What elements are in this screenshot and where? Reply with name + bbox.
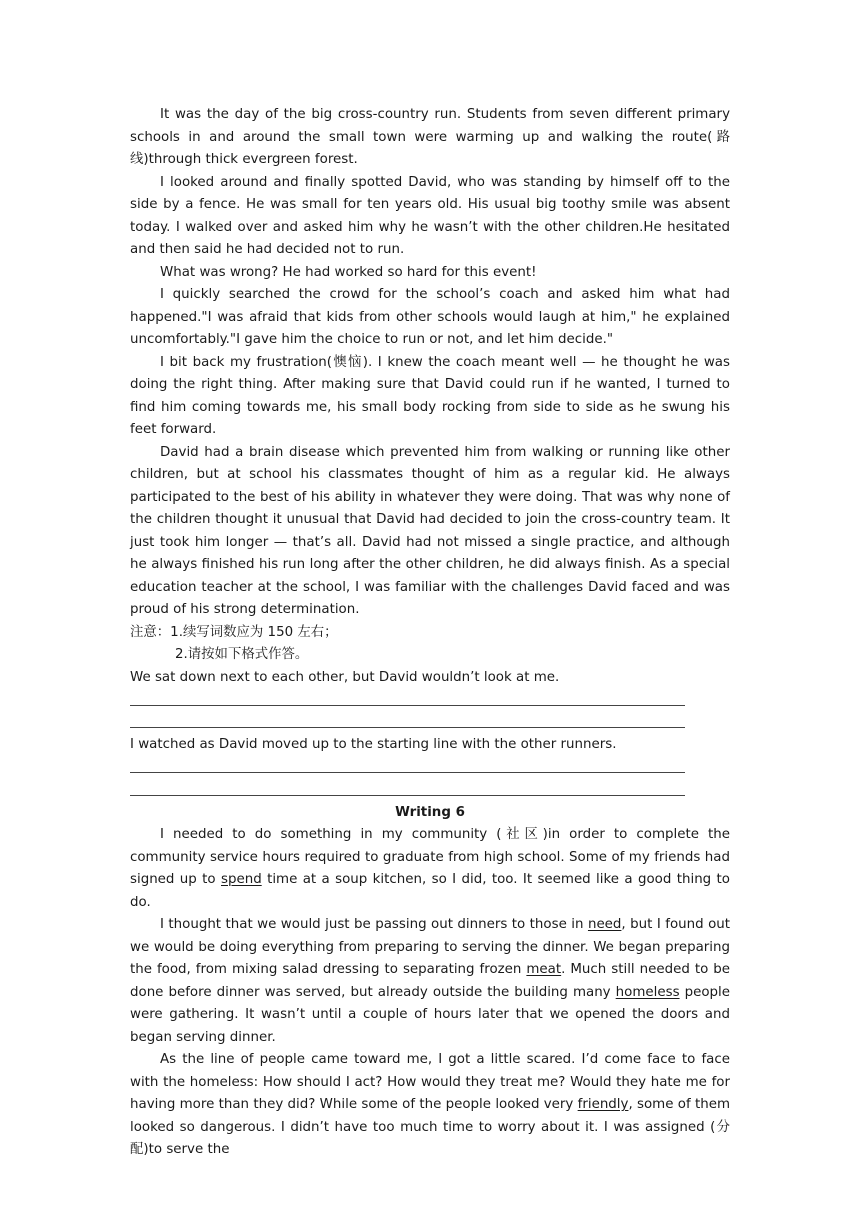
writing6-paragraph-1 bbox=[130, 824, 730, 914]
story-paragraph-3: What was wrong? He had worked so hard for this event! bbox=[160, 264, 537, 280]
underlined-word: homeless bbox=[615, 984, 680, 1000]
notes-line-1 bbox=[130, 622, 730, 645]
text-run: I needed to do something in my community (社区)in order to complete the community service hours required to graduate from high school. Some of my friends had signed up to bbox=[130, 827, 730, 887]
notes-item-1: 1.续写词数应为 150 左右； bbox=[170, 624, 338, 640]
story-paragraph-5: I bit back my frustration(懊恼). I knew the coach meant well — he thought he was doing the right thing. After making sure that David could run if he wanted, I turned to find him coming towards me, his small body rocking from side to side as he swung his feet forward. bbox=[130, 354, 730, 437]
underlined-word: spend bbox=[221, 872, 262, 887]
notes-label: 注意： bbox=[130, 624, 171, 640]
text-run: time at a soup kitchen, so I did, too. It seemed like a good thing to do. bbox=[130, 872, 731, 910]
underlined-word: meat bbox=[526, 962, 562, 977]
answer-line[interactable] bbox=[130, 757, 685, 780]
continuation-prompt-2: I watched as David moved up to the starting line with the other runners. bbox=[130, 737, 617, 752]
text-run: , some of them looked so dangerous. I didn’t have too much time to worry about it. I was assigned (分配)to serve the bbox=[130, 1097, 730, 1157]
answer-line[interactable] bbox=[130, 689, 685, 712]
text-run: As the line of people came toward me, I got a little scared. I’d come face to face with the homeless: How should I act? How would they treat me? Would they hate me for having more than they did? While some of the people looked very bbox=[130, 1052, 730, 1112]
text-run: I thought that we would just be passing out dinners to those in bbox=[160, 917, 588, 932]
continuation-prompt-1: We sat down next to each other, but David wouldn’t look at me. bbox=[130, 669, 560, 685]
text-run: people were gathering. It wasn’t until a couple of hours later that we opened the doors and began serving dinner. bbox=[130, 984, 730, 1045]
story-paragraph-4: I quickly searched the crowd for the school’s coach and asked him what had happened."I was afraid that kids from other schools would laugh at him," he explained uncomfortably."I gave him the choice to run or not, and let him decide." bbox=[130, 287, 730, 347]
story-paragraph-1: It was the day of the big cross-country run. Students from seven different primary schools in and around the small town were warming up and walking the route(路线)through thick evergreen forest. bbox=[130, 107, 730, 167]
answer-line[interactable] bbox=[130, 712, 685, 735]
notes-item-2: 2.请按如下格式作答。 bbox=[175, 647, 309, 662]
text-run: , but I found out we would be doing everything from preparing to serving the dinner. We began preparing the food, from mixing salad dressing to separating frozen bbox=[130, 917, 730, 977]
writing6-paragraph-2 bbox=[130, 914, 730, 1049]
section-heading: Writing 6 bbox=[395, 804, 465, 820]
text-run: . Much still needed to be done before dinner was served, but already outside the building many bbox=[130, 962, 730, 1000]
answer-line[interactable] bbox=[130, 779, 685, 802]
story-paragraph-2: I looked around and finally spotted David, who was standing by himself off to the side by a fence. He was small for ten years old. His usual big toothy smile was absent today. I walked over and asked him why he wasn’t with the other children.He hesitated and then said he had decided not to run. bbox=[130, 174, 730, 257]
writing6-paragraph-3 bbox=[130, 1049, 730, 1162]
story-paragraph-6: David had a brain disease which prevented him from walking or running like other children, but at school his classmates thought of him as a regular kid. He always participated to the best of his ability in whatever they were doing. That was why none of the children thought it unusual that David had decided to join the cross-country team. It just took him longer — that’s all. David had not missed a single practice, and although he always finished his run long after the other children, he did always finish. As a special education teacher at the school, I was familiar with the challenges David faced and was proud of his strong determination. bbox=[130, 444, 730, 617]
underlined-word: friendly bbox=[577, 1097, 629, 1112]
underlined-word: need bbox=[587, 917, 622, 932]
document-page bbox=[130, 104, 730, 1162]
